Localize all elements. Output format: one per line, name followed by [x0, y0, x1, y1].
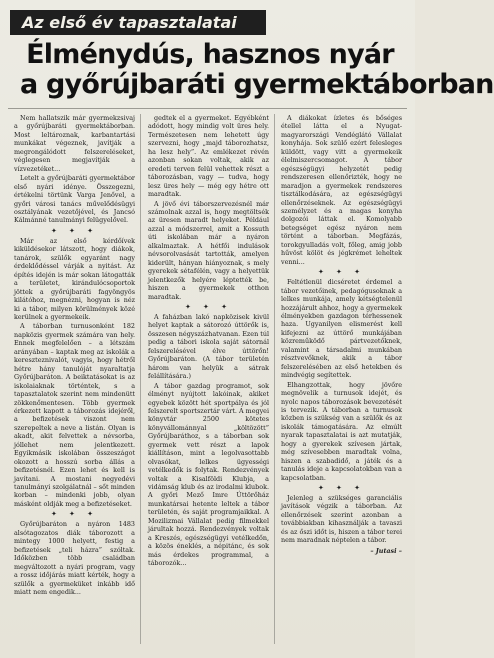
article-paragraph: Jelenleg a szükséges garanciális javítások végzik a táborban. Az ellenőrzések szerint azonban a továbbiakban kihasználják a tavaszi és az őszi időt is, hiszen a tábor terei nem maradnak néptelen a tábor.: [281, 494, 402, 545]
section-title: Az első év tapasztalatai: [10, 10, 266, 35]
section-divider-stars: ✦ ✦ ✦: [317, 484, 366, 493]
article-paragraph: Feltétlenül dicséretet érdemel a tábor vezetőinek, pedagógusoknak a lelkes munkája, amely kétségtelenül hozzájárult ahhoz, hogy a gyermekek élményekben gazdagon térhessenek haza. Ugyanilyen elismerést kell kifejezni az úttörő munkájában közreműködő pártvezetőknek, valamint a társadalmi munkában résztvevőknek, akik a tábor felszerelésében az első hetekben és mindvégig segítettek.: [281, 278, 402, 380]
section-divider-stars: ✦ ✦ ✦: [184, 302, 233, 311]
headline-line-2: a győrújbaráti gyermektáborban: [20, 69, 494, 100]
section-divider-stars: ✦ ✦ ✦: [317, 268, 366, 277]
section-divider-stars: ✦ ✦ ✦: [50, 226, 99, 235]
article-column-3: [281, 114, 402, 650]
article-paragraph: A tábor gazdag programot, sok élményt nyújtott lakóinak, akiket egyebek között hét sportpálya és jól felszerelt sportszertár várt. A megyei könyvtár 2500 kötetes könyvállománnyal „költözött” Győrújbaráthoz, s a táborban sok gyermek vett részt a lapok kiállításon, mint a legolvasottabb olvasókat, lelkes ügyességi vetélkedők is folytak. Rendezvények voltak a Kisalföldi Klubja, a vidámság klub és az irodalmi klubok. A győri Mező Imre Úttörőház munkatársai hetente leltek a tábor területén, és saját programjaikkal. A Mozilizmai Vállalat pedig filmekkel járultak hozzá. Rendezvények voltak a Kreszés, egészségügyi vetélkedőn, a közös éneklés, a népitánc, és sok más érdekes programmal, a táborozók...: [148, 381, 270, 568]
article-paragraph: A diákokat ízletes és bőséges étellel látta el a Nyugat-magyarországi Vendéglátó Vállalat konyhája. Sok szülő ezért felesleges küldött, vagy vitt a gyermekeik élelmiszercsomagot. A tábor egészségügyi helyzetét pedig rendszeresen ellenőrizték, hogy ne maradjon a gyermekek rendszeres tisztálkodására, az egészségügyi ellenőrzéseknek. Az egészségügyi személyzet és a magas konyha dolgozói láttak el. Komolyabb betegséget egész nyáron nem történt a táborban. Megfázás, torokgyulladás volt, főleg, amig jobb hűvöst kölöt és jégkrémet leheltek venni...: [281, 114, 402, 266]
section-divider-stars: ✦ ✦ ✦: [50, 510, 99, 519]
article-paragraph: A faházban lakó napközisek kivül helyet kaptak a sátorozó úttörők is, összesen négyszázhatvanan. Ezen túl pedig a tábori iskola saját sátornál felszerelésével élve úttörőn! Győrújbaráton. (A tábor területén három van helyük a sátrak felállítására.): [148, 312, 269, 381]
article-paragraph: A táborban turnusonként 182 napközis gyermek számára van hely. Ennek megfelelően – a létszám arányában – kaptak meg az iskolák a kereszteznivalót, vagyis, hogy hétről hétre hány tanulóját nyaraltatja Győrújbaráton. A beiktatásokat is az iskolaiaknak történtek, s a tapasztalatok szerint nem mindenütt zökkenőmentesen. Több gyermek érkezett kapott a táborozás idejéről, a befizetések viszont nem szerepeltek a neve a listán. Olyan is akadt, akit felvettek a névsorba, jóllehet nem jelentkezett. Egyikmásik iskolában összeszágot okozott a hosszú sorba állás a befizetésnél. Ezen lehet és kell is javítani. A mostani negyedévi tanulmányi szolgálatnál – sőt minden korban – mindenki jobb, olyan másként oldják meg a befizetéseket.: [14, 322, 135, 508]
article-paragraph: gedtek el a gyermeket. Egyébként adódott, hogy mindig volt üres hely. Természetesen nem lehetett úgy szervezni, hogy „majd táborozhatsz, ha lesz hely”. Az emlékezet révén azonban sokan voltak, akik az eredeti terven felül vehettek részt a táborozásban, vagy — tudva, hogy lesz üres hely — még egy hétre ott maradtak.: [148, 114, 269, 199]
headline-divider: [8, 108, 407, 109]
article-paragraph: Elhangzottak, hogy jövőre megnövelik a turnusok idejét, és nyolc napos táborozások bevezetését is tervezik. A táborban a turnusok közben is szükség van a szülők és az iskolák támogatására. Az elmúlt nyarak tapasztalatai is azt mutatják, hogy a gyerekek szívesen jártak, még szívesebben maradtak volna, hiszen a szabadidő, a játék és a tanulás ideje a kapcsolatokban van a kapcsolatban.: [281, 380, 402, 482]
column-rule: [140, 114, 141, 644]
headline-line-1: Élménydús, hasznos nyár: [26, 39, 394, 70]
article-column-2: [148, 114, 269, 650]
article-paragraph: Nem hallatszik már gyermekzsivaj a győrújbaráti gyermektáborban. Most leltároznak, karbantartási munkákat végeznek, javítják a megrongálódott felszereléseket, véglegesen megjavítják a vízvezetéket...: [14, 114, 135, 173]
article-paragraph: Győrújbaráton a nyáron 1483 alsótagozatos diák táborozott a mintegy 1000 helyett, festig a befizetések „teli házra” szóltak. Időközben több családban megváltozott a nyári program, vagy a rossz időjárás miatt kérték, hogy a szülők a gyermeküket inkább idő miatt nem engedik...: [14, 520, 135, 597]
article-paragraph: Már az első kérdőívek kiküldésekor látszott, hogy diákok, tanárok, szülők egyaránt nagy érdeklődéssel várják a nyitást. Az építés idején is már sokan látogatták a területet, kirándulócsoportok jöttek a győrújbaráti fagyöngyös kilátóhoz, megnézni, hogyan is néz ki a tábor, milyen körülmények közé kerülnek a gyermekeik.: [14, 236, 135, 321]
author-signature: – Jutasi –: [370, 546, 402, 555]
article-column-1: [14, 114, 135, 650]
article-paragraph: A jövő évi táborszervezésnél már számolnak azzal is, hogy megtöltsék az üresen maradt helyeket. Például azzal a módszerrel, amit a Kossuth úti iskolában már a nyáron alkalmaztak. A hétfői indulások névsorolvasását tartották, amelyen kiderült, hányan hiányoznak, s mely gyerekek sétafélén, vagy a helyettük jelentkezők helyére léptették be, hiszen a gyermekek otthon maradtak.: [148, 199, 269, 301]
article-paragraph: Letelt a győrújbaráti gyermektábor első nyári idénye. Összegezni, értékelni törtünk Varga Jenővel, a győri városi tanács művelődésügyi osztályának vezetőjével, és Jancsó Kálmánné tanulmányi felügyelővel.: [14, 174, 135, 225]
column-rule: [274, 114, 275, 644]
headline: [20, 39, 494, 100]
